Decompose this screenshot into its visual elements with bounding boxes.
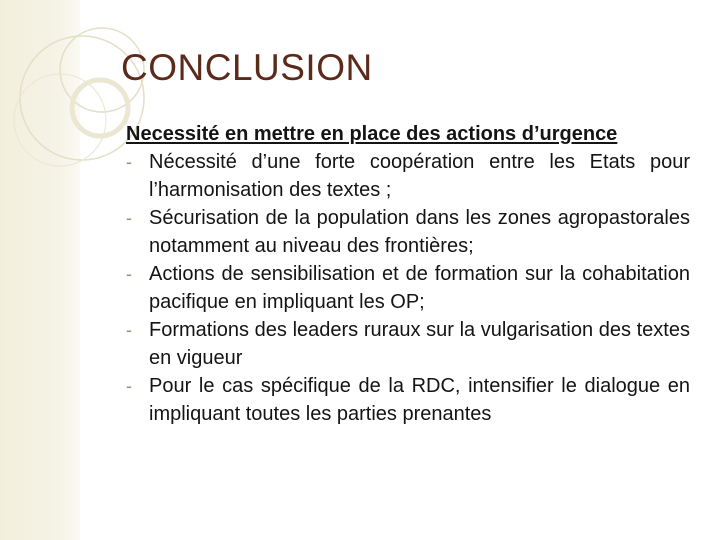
bullet-dash: - <box>126 152 132 172</box>
bullet-text: Pour le cas spécifique de la RDC, intensifier le dialogue en impliquant toutes les parties prenantes <box>149 375 690 425</box>
bullet-list <box>126 148 690 428</box>
bullet-dash: - <box>126 208 132 228</box>
bullet-text: Formations des leaders ruraux sur la vulgarisation des textes en vigueur <box>149 319 690 369</box>
bullet-item <box>126 204 690 260</box>
bullet-item <box>126 260 690 316</box>
bullet-text: Nécessité d’une forte coopération entre les Etats pour l’harmonisation des textes ; <box>149 151 690 201</box>
bullet-text: Actions de sensibilisation et de formation sur la cohabitation pacifique en impliquant les OP; <box>149 263 690 313</box>
slide-body <box>126 120 690 428</box>
bullet-dash: - <box>126 264 132 284</box>
slide-title: CONCLUSION <box>121 47 373 88</box>
bullet-item <box>126 148 690 204</box>
bullet-dash: - <box>126 320 132 340</box>
section-heading: Necessité en mettre en place des actions d’urgence <box>126 123 618 145</box>
bullet-item <box>126 316 690 372</box>
bullet-text: Sécurisation de la population dans les zones agropastorales notamment au niveau des frontières; <box>149 207 690 257</box>
bullet-item <box>126 372 690 428</box>
bullet-dash: - <box>126 376 132 396</box>
